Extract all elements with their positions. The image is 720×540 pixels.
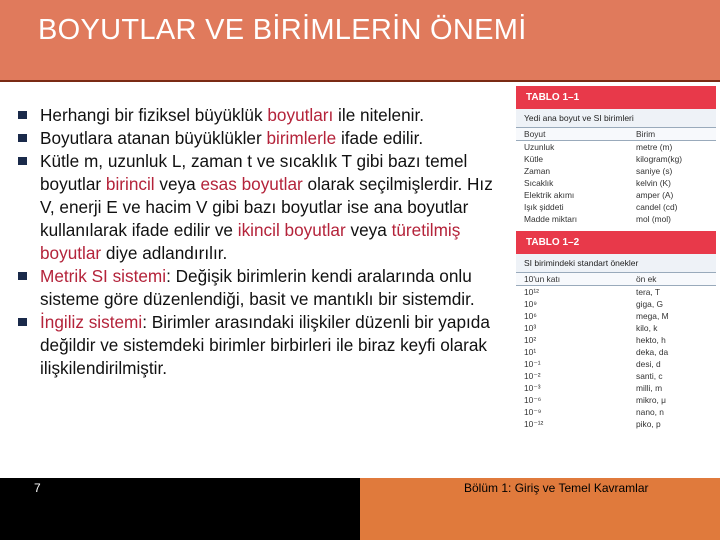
footer-left [0,478,360,540]
table-2-cell: kilo, k [636,323,658,333]
table-2-col-header: 10'un katı [524,274,561,284]
table-2-row [516,298,716,310]
table-1-row [516,141,716,153]
highlighted-term: esas boyutlar [200,174,303,194]
table-2-caption: SI birimindeki standart önekler [516,254,716,273]
table-2-cell: 10³ [524,323,537,333]
table-2-body [516,286,716,430]
table-2-cell: 10⁹ [524,299,537,309]
table-2-cell: mikro, μ [636,395,666,405]
table-2-cell: 10⁻³ [524,383,541,393]
table-2-row [516,394,716,406]
highlighted-term: Metrik SI sistemi [40,266,167,286]
table-2-cell: tera, T [636,287,661,297]
table-1-cell: Madde miktarı [524,214,578,224]
table-1-cell: mol (mol) [636,214,671,224]
bullet-text: Herhangi bir fiziksel büyüklük [40,105,268,125]
table-2-cell: 10⁻¹² [524,419,544,429]
table-2-row [516,334,716,346]
table-1-caption: Yedi ana boyut ve SI birimleri [516,109,716,128]
slide-title: BOYUTLAR VE BİRİMLERİN ÖNEMİ [38,14,527,46]
bullet-text: ifade edilir. [336,128,424,148]
table-1-header-row [516,128,716,141]
bullet-item [18,150,510,265]
highlighted-term: ikincil boyutlar [237,220,346,240]
table-1-row [516,153,716,165]
table-2-cell: 10² [524,335,537,345]
bullet-text: ile nitelenir. [333,105,425,125]
bullet-square-icon [18,318,27,326]
table-2 [516,231,716,430]
table-1-cell: amper (A) [636,190,674,200]
table-1-cell: Işık şiddeti [524,202,564,212]
table-2-cell: hekto, h [636,335,666,345]
bullet-text: diye adlandırılır. [101,243,228,263]
bullet-text: olarak seçilmişlerdir. Hız V, enerji E ve hacim V gibi bazı boyutlar ise ana boyutlar kullanılarak ifade edilir ve [40,174,493,240]
table-2-cell: giga, G [636,299,664,309]
table-1-cell: Zaman [524,166,551,176]
table-2-cell: 10⁻⁶ [524,395,542,405]
table-2-cell: desi, d [636,359,661,369]
table-1-cell: Uzunluk [524,142,555,152]
bullet-square-icon [18,157,27,165]
table-2-row [516,358,716,370]
table-1-cell: metre (m) [636,142,673,152]
table-1-body [516,141,716,225]
table-1 [516,86,716,225]
table-1-cell: saniye (s) [636,166,673,176]
table-1-cell: Elektrik akımı [524,190,575,200]
table-2-row [516,322,716,334]
table-1-cell: Sıcaklık [524,178,554,188]
title-bar [0,0,720,82]
bullet-list [18,104,510,380]
bullet-text: veya [345,220,392,240]
table-2-cell: 10⁶ [524,311,537,321]
table-1-label: TABLO 1–1 [516,86,716,109]
table-2-label: TABLO 1–2 [516,231,716,254]
table-2-row [516,418,716,430]
bullet-text: veya [154,174,201,194]
table-2-row [516,406,716,418]
table-2-cell: 10¹² [524,287,539,297]
table-2-cell: mega, M [636,311,669,321]
table-2-col-header: ön ek [636,274,657,284]
bullet-square-icon [18,272,27,280]
table-2-row [516,382,716,394]
table-2-row [516,310,716,322]
table-2-cell: piko, p [636,419,661,429]
table-2-row [516,370,716,382]
table-1-cell: kilogram(kg) [636,154,683,164]
table-2-row [516,286,716,298]
page-number: 7 [34,481,41,495]
highlighted-term: birincil [105,174,155,194]
table-1-row [516,189,716,201]
bullet-item [18,311,510,380]
bullet-item [18,104,510,127]
highlighted-term: birimlerle [266,128,337,148]
table-1-row [516,213,716,225]
bullet-item [18,265,510,311]
bullet-item [18,127,510,150]
table-2-header-row [516,273,716,286]
bullet-square-icon [18,134,27,142]
bullet-text: Boyutlara atanan büyüklükler [40,128,267,148]
table-1-row [516,165,716,177]
bullet-text: : Birimler arasındaki ilişkiler düzenli bir yapıda değildir ve sistemdeki birimler birbirleri ile biraz keyfi olarak ilişkilendirilmiştir. [40,312,490,378]
highlighted-term: İngiliz sistemi [40,312,143,332]
table-2-cell: 10¹ [524,347,537,357]
table-2-cell: santi, c [636,371,663,381]
table-2-cell: nano, n [636,407,664,417]
table-1-row [516,177,716,189]
table-2-cell: milli, m [636,383,663,393]
table-2-cell: deka, da [636,347,669,357]
table-1-row [516,201,716,213]
footer-right [360,478,720,540]
table-2-cell: 10⁻² [524,371,541,381]
table-1-cell: candel (cd) [636,202,678,212]
highlighted-term: boyutları [267,105,334,125]
table-2-cell: 10⁻¹ [524,359,541,369]
table-1-cell: Kütle [524,154,544,164]
highlighted-term: türetilmiş boyutlar [40,220,461,263]
table-1-cell: kelvin (K) [636,178,671,188]
table-2-cell: 10⁻⁹ [524,407,542,417]
table-1-col-header: Birim [636,129,656,139]
table-1-col-header: Boyut [524,129,546,139]
table-2-row [516,346,716,358]
chapter-label: Bölüm 1: Giriş ve Temel Kavramlar [464,481,649,495]
bullet-text: : Değişik birimlerin kendi aralarında onlu sisteme göre düzenlendiği, basit ve mantıklı bir sistemdir. [40,266,475,309]
tables-panel [516,86,716,430]
bullet-text: Kütle m, uzunluk L, zaman t ve sıcaklık T gibi bazı temel boyutlar [40,151,468,194]
bullet-square-icon [18,111,27,119]
